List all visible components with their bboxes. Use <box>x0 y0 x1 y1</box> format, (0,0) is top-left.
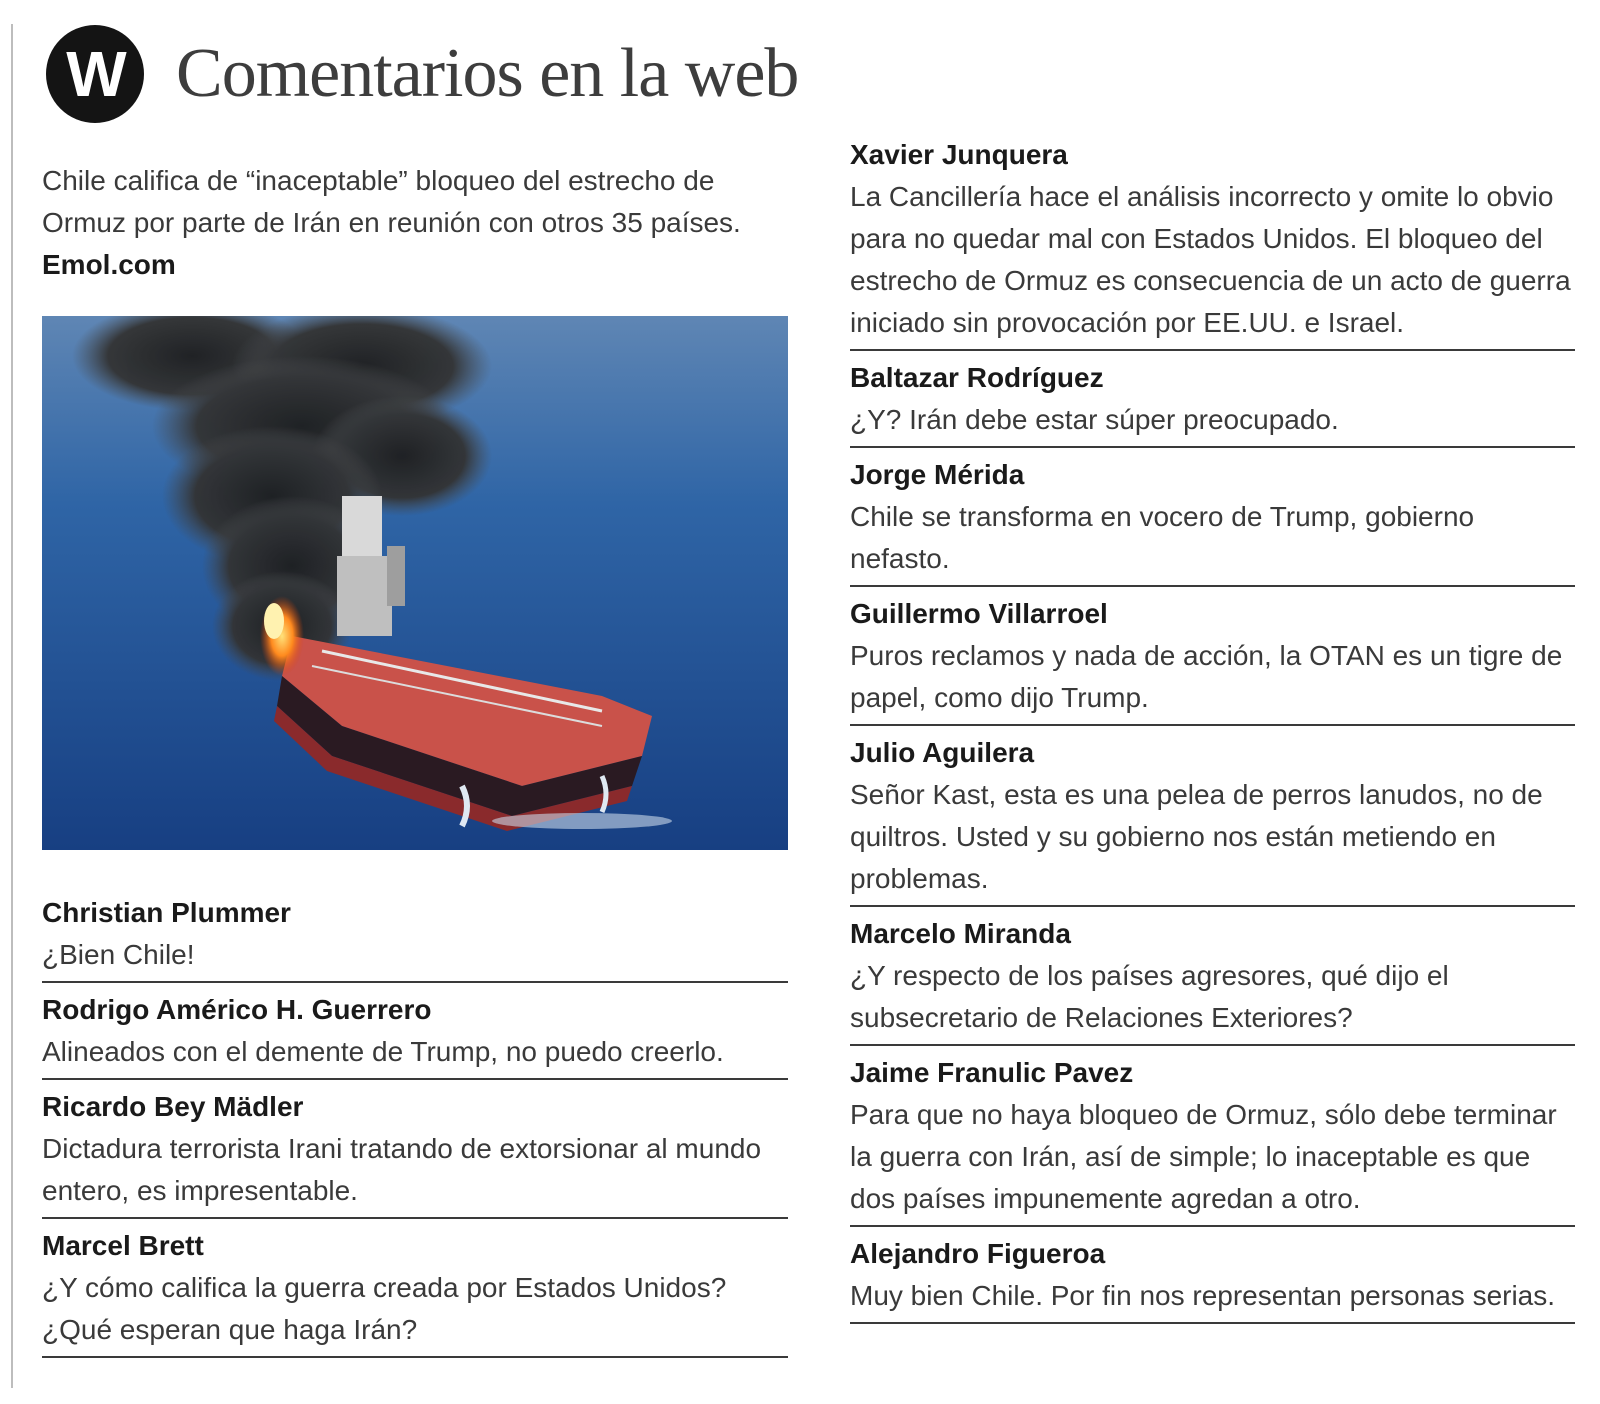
burning-tanker-photo <box>42 316 788 850</box>
comment-author: Ricardo Bey Mädler <box>42 1091 304 1122</box>
section-title: Comentarios en la web <box>176 35 799 112</box>
comment-author: Jaime Franulic Pavez <box>850 1057 1134 1088</box>
comment <box>42 989 788 1080</box>
comment-text: Chile se transforma en vocero de Trump, gobierno nefasto. <box>850 501 1475 574</box>
comment-author: Christian Plummer <box>42 897 291 928</box>
logo-letter: W <box>66 38 124 110</box>
comment-text: Puros reclamos y nada de acción, la OTAN es un tigre de papel, como dijo Trump. <box>850 640 1563 713</box>
comment-author: Marcel Brett <box>42 1230 204 1261</box>
comment-text: Para que no haya bloqueo de Ormuz, sólo debe terminar la guerra con Irán, así de simple; lo inaceptable es que dos países impunemente agredan a otro. <box>850 1099 1557 1214</box>
comment <box>42 1225 788 1358</box>
comment-text: Muy bien Chile. Por fin nos representan personas serias. <box>850 1280 1556 1311</box>
comment-author: Alejandro Figueroa <box>850 1238 1106 1269</box>
comment <box>42 1086 788 1219</box>
right-column <box>850 134 1575 1330</box>
comment <box>850 732 1575 907</box>
comment <box>42 892 788 983</box>
comment <box>850 593 1575 726</box>
comment-text: ¿Y respecto de los países agresores, qué dijo el subsecretario de Relaciones Exteriores? <box>850 960 1449 1033</box>
lede-text: Chile califica de “inaceptable” bloqueo del estrecho de Ormuz por parte de Irán en reunión con otros 35 países. <box>42 165 741 238</box>
comment-author: Julio Aguilera <box>850 737 1035 768</box>
comment-author: Guillermo Villarroel <box>850 598 1108 629</box>
comment-author: Baltazar Rodríguez <box>850 362 1104 393</box>
w-logo <box>46 25 144 123</box>
comment <box>850 1233 1575 1324</box>
comment-author: Rodrigo Américo H. Guerrero <box>42 994 432 1025</box>
lede-source: Emol.com <box>42 249 176 280</box>
comment-text: Alineados con el demente de Trump, no puedo creerlo. <box>42 1036 724 1067</box>
comment-text: ¿Y cómo califica la guerra creada por Estados Unidos? ¿Qué esperan que haga Irán? <box>42 1272 727 1345</box>
comment-author: Jorge Mérida <box>850 459 1025 490</box>
comment-text: Dictadura terrorista Irani tratando de extorsionar al mundo entero, es impresentable. <box>42 1133 762 1206</box>
comments-list-left <box>42 892 788 1358</box>
section-header <box>46 24 798 124</box>
comment-text: ¿Y? Irán debe estar súper preocupado. <box>850 404 1339 435</box>
comment <box>850 134 1575 351</box>
comment-text: La Cancillería hace el análisis incorrecto y omite lo obvio para no quedar mal con Estados Unidos. El bloqueo del estrecho de Ormuz es consecuencia de un acto de guerra iniciado sin provocación por EE.UU. e Israel. <box>850 181 1571 338</box>
comment-author: Xavier Junquera <box>850 139 1068 170</box>
comment <box>850 1052 1575 1227</box>
comment-text: Señor Kast, esta es una pelea de perros lanudos, no de quiltros. Usted y su gobierno nos están metiendo en problemas. <box>850 779 1543 894</box>
article-lede <box>42 160 788 286</box>
left-column <box>42 160 788 1364</box>
comment <box>850 913 1575 1046</box>
comment-author: Marcelo Miranda <box>850 918 1071 949</box>
column-rule <box>11 24 13 1388</box>
comment <box>850 454 1575 587</box>
comment-text: ¿Bien Chile! <box>42 939 195 970</box>
comment <box>850 357 1575 448</box>
